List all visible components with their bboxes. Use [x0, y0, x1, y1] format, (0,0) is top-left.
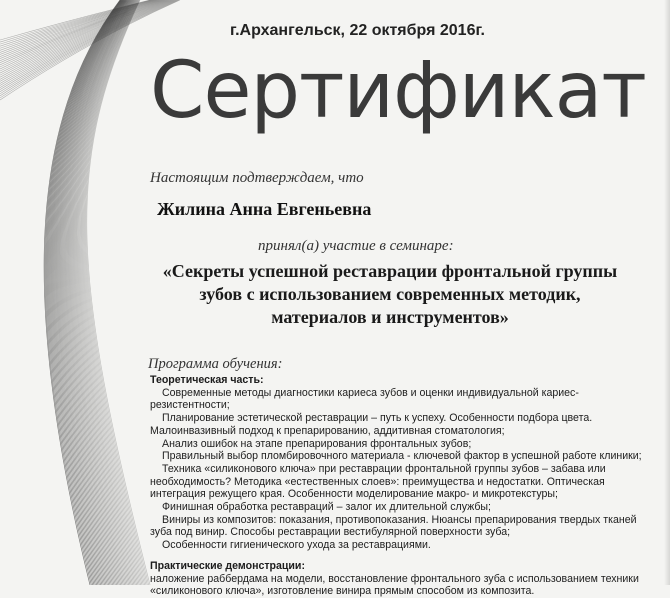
program-line: Особенности гигиенического ухода за реставрациями. — [162, 539, 431, 552]
program-line: Правильный выбор пломбировочного материала - ключевой фактор в успешной работе клиники; — [162, 450, 642, 463]
practice-heading: Практические демонстрации: — [150, 559, 305, 572]
program-line: Техника «силиконового ключа» при реставрации фронтальной группы зубов – забава или — [162, 462, 606, 475]
program-line: Планирование эстетической реставрации – путь к успеху. Особенности подбора цвета. — [162, 412, 593, 425]
program-content — [150, 374, 655, 598]
program-line: резистентности; — [150, 399, 230, 412]
theory-heading: Теоретическая часть: — [150, 374, 264, 386]
program-line: Малоинвазивный подход к препарированию, аддитивная стоматология; — [150, 424, 505, 437]
program-line: Современные методы диагностики кариеса зубов и оценки индивидуальной кариес- — [162, 386, 579, 399]
page-edge-shadow — [664, 0, 670, 585]
participation-text: принял(а) участие в семинаре: — [258, 238, 454, 254]
program-line: Анализ ошибок на этапе препарирования фронтальных зубов; — [162, 437, 472, 450]
confirm-text: Настоящим подтверждаем, что — [150, 170, 364, 186]
program-line: интеграция режущего края. Особенности моделирование макро- и микротекстуры; — [150, 488, 558, 501]
seminar-title-line: материалов и инструментов» — [271, 307, 509, 327]
seminar-title — [150, 260, 630, 329]
program-line: наложение раббердама на модели, восстановление фронтального зуба с использованием техники — [150, 572, 639, 585]
certificate-title: Сертификат — [150, 46, 646, 136]
seminar-title-line: «Секреты успешной реставрации фронтальной группы — [162, 261, 618, 281]
program-line: необходимость? Методика «естественных слоев»: преимущества и недостатки. Оптическая — [150, 475, 605, 488]
program-line: зуба под винир. Способы реставрации вестибулярной поверхности зуба; — [150, 526, 511, 539]
program-line: Финишная обработка реставраций – залог их длительной службы; — [162, 501, 491, 514]
place-date: г.Архангельск, 22 октября 2016г. — [230, 22, 485, 39]
seminar-title-line: зубов с использованием современных методик, — [199, 284, 581, 304]
program-line: «силиконового ключа», изготовление винира прямым способом из композита. — [150, 585, 535, 598]
person-name: Жилина Анна Евгеньевна — [157, 199, 372, 219]
program-title: Программа обучения: — [148, 356, 283, 372]
program-line: Виниры из композитов: показания, противопоказания. Нюансы препарирования твердых тканей — [162, 513, 637, 526]
